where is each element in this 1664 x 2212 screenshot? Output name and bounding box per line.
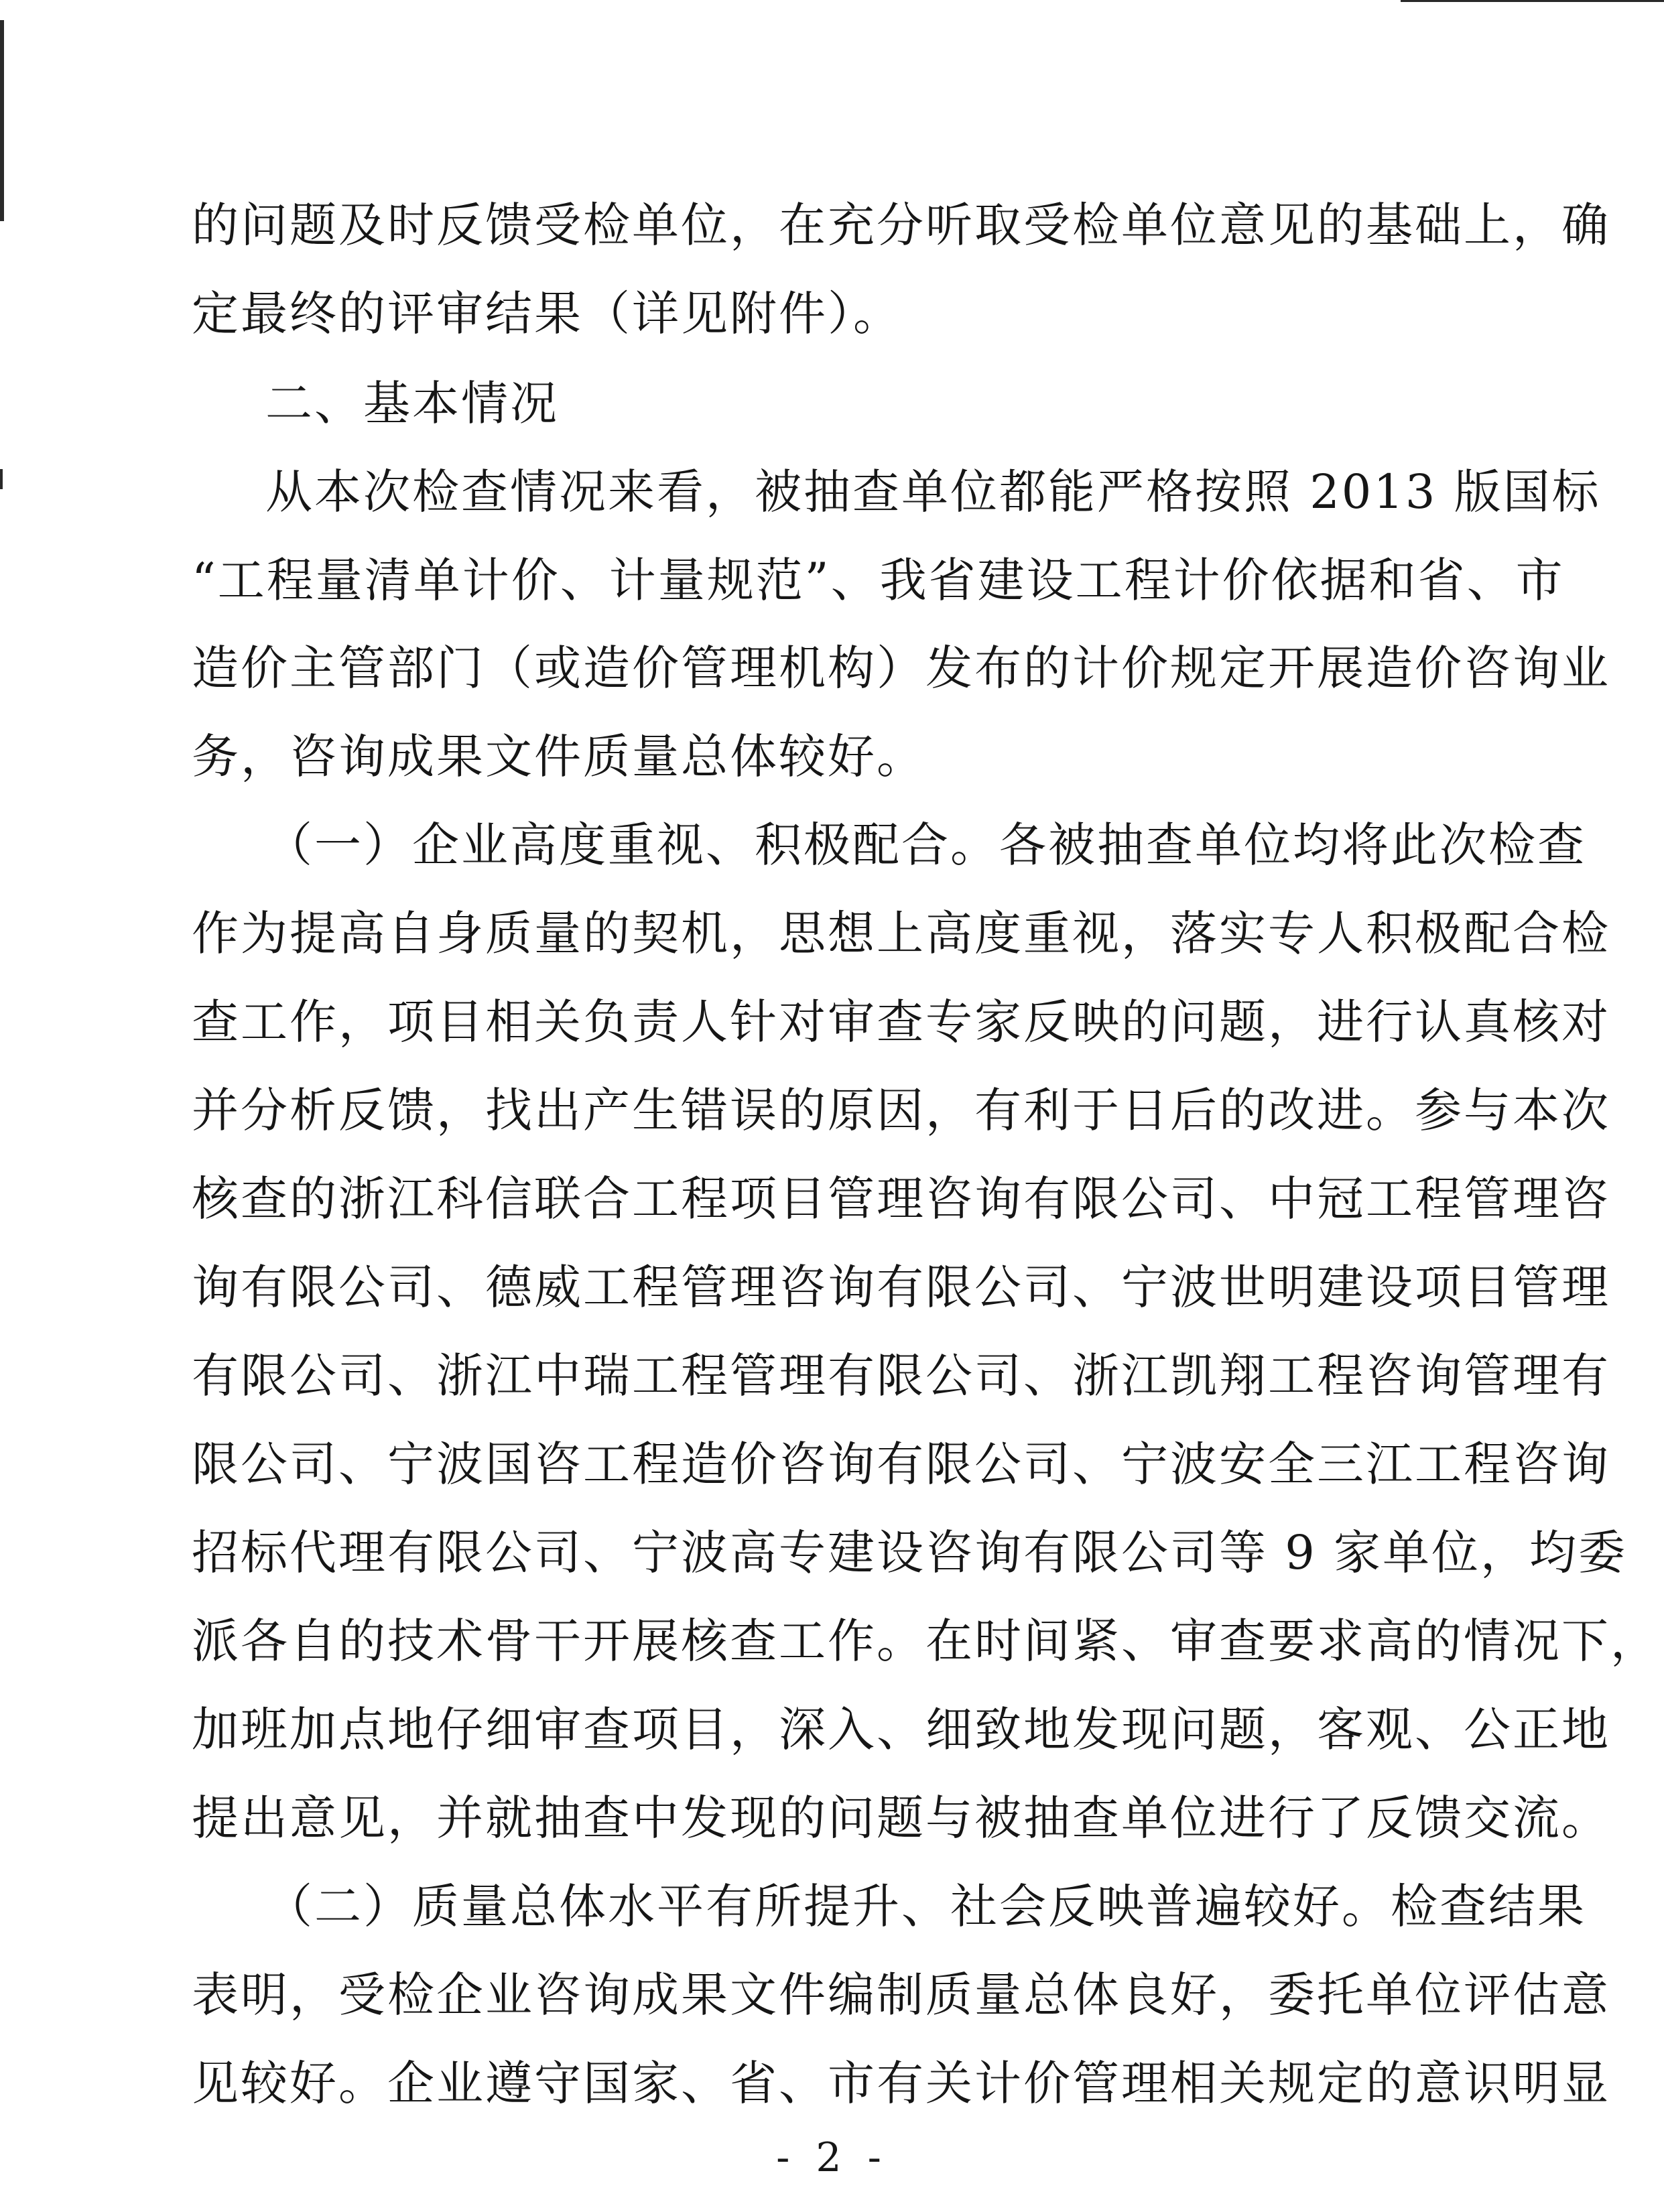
text-line: 表明，受检企业咨询成果文件编制质量总体良好，委托单位评估意 [192,1967,1610,2022]
text-line: “工程量清单计价、计量规范”、我省建设工程计价依据和省、市 [192,553,1565,608]
text-line: 核查的浙江科信联合工程项目管理咨询有限公司、中冠工程管理咨 [192,1171,1610,1226]
text-line: 作为提高自身质量的契机，思想上高度重视，落实专人积极配合检 [192,906,1610,961]
subsection-line: （一）企业高度重视、积极配合。各被抽查单位均将此次检查 [265,818,1586,872]
text-line: 派各自的技术骨干开展核查工作。在时间紧、审查要求高的情况下， [192,1614,1659,1669]
scan-edge-mark [0,20,4,221]
text-line: 定最终的评审结果（详见附件）。 [192,286,902,341]
section-heading: 二、基本情况 [265,376,559,431]
text-line: 并分析反馈，找出产生错误的原因，有利于日后的改进。参与本次 [192,1083,1610,1138]
scan-edge-mark [1401,0,1664,2]
subsection-line: （二）质量总体水平有所提升、社会反映普遍较好。检查结果 [265,1879,1586,1934]
text-line: 务，咨询成果文件质量总体较好。 [192,729,925,784]
text-line: 提出意见，并就抽查中发现的问题与被抽查单位进行了反馈交流。 [192,1791,1610,1845]
text-line: 造价主管部门（或造价管理机构）发布的计价规定开展造价咨询业 [192,641,1610,696]
text-line: 限公司、宁波国咨工程造价咨询有限公司、宁波安全三江工程咨询 [192,1437,1610,1492]
text-line: 有限公司、浙江中瑞工程管理有限公司、浙江凯翔工程咨询管理有 [192,1348,1610,1403]
text-line: 招标代理有限公司、宁波高专建设咨询有限公司等 9 家单位，均委 [192,1525,1628,1580]
scan-edge-mark [0,469,3,489]
text-line: 询有限公司、德威工程管理咨询有限公司、宁波世明建设项目管理 [192,1260,1610,1315]
text-line: 加班加点地仔细审查项目，深入、细致地发现问题，客观、公正地 [192,1702,1610,1757]
text-line: 从本次检查情况来看，被抽查单位都能严格按照 2013 版国标 [265,464,1601,519]
text-line: 见较好。企业遵守国家、省、市有关计价管理相关规定的意识明显 [192,2056,1610,2111]
text-line: 的问题及时反馈受检单位，在充分听取受检单位意见的基础上，确 [192,198,1610,253]
text-line: 查工作，项目相关负责人针对审查专家反映的问题，进行认真核对 [192,994,1610,1049]
page-number: - 2 - [776,2134,888,2181]
